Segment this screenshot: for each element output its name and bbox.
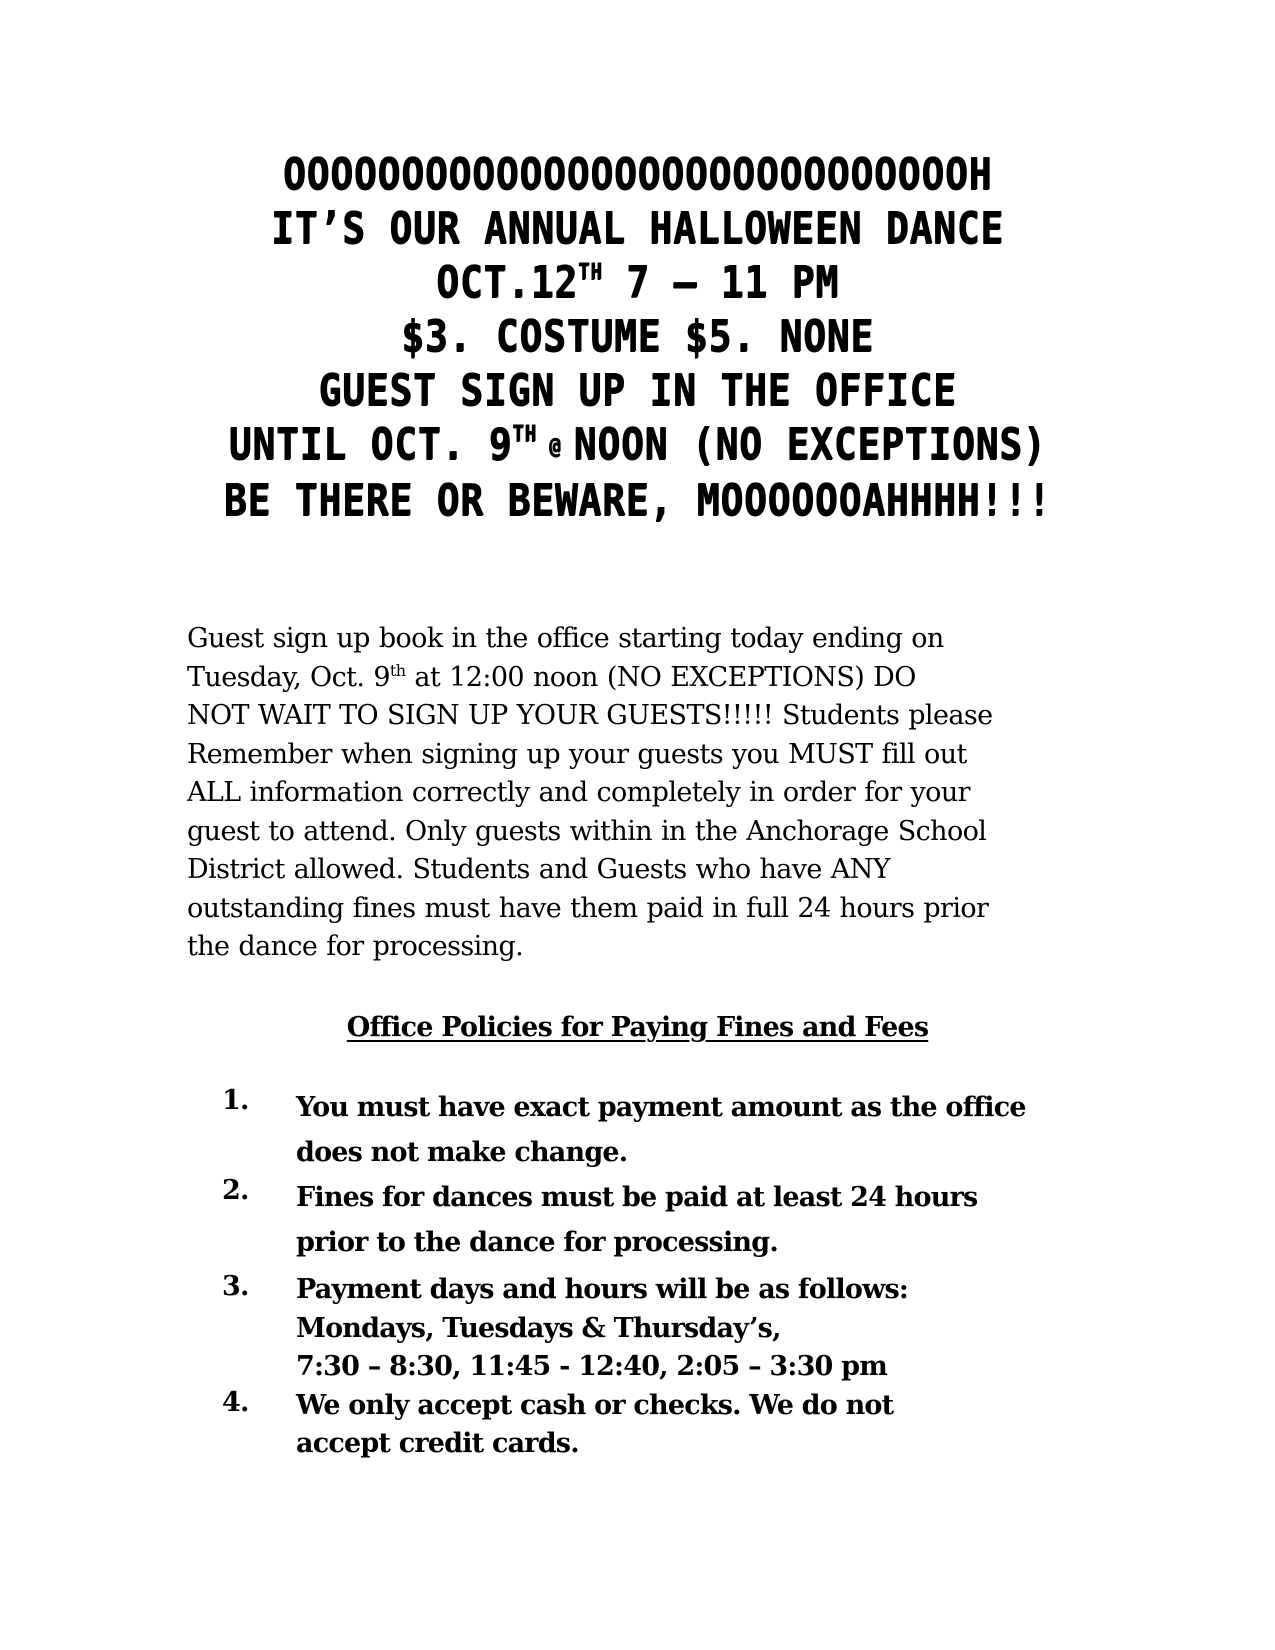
paragraph-line: Remember when signing up your guests you MUST fill out [187, 738, 967, 770]
title-line-prices: $3. COSTUME $5. NONE [401, 311, 874, 362]
ordinal-suffix: th [389, 660, 406, 680]
deadline-date-text: UNTIL OCT. 9 [228, 419, 513, 470]
title-line-deadline [89, 418, 1186, 474]
paragraph-text: at 12:00 noon (NO EXCEPTIONS) DO [405, 661, 916, 693]
paragraph-line: District allowed. Students and Guests who have ANY [187, 854, 890, 885]
policy-line: does not make change. [296, 1137, 628, 1168]
dance-announcement-title [0, 148, 1275, 528]
deadline-time-text: NOON (NO EXCEPTIONS) [573, 419, 1047, 470]
policy-line: We only accept cash or checks. We do not [296, 1389, 894, 1421]
time-text: 7 – 11 PM [602, 257, 839, 308]
policy-item [222, 1271, 1102, 1387]
paragraph-line: Guest sign up book in the office starting today ending on [187, 623, 944, 654]
paragraph-line: outstanding fines must have them paid in full 24 hours prior [187, 892, 989, 924]
policy-item [222, 1175, 1102, 1265]
paragraph-text: Tuesday, Oct. 9 [187, 661, 390, 693]
paragraph-line: ALL information correctly and completely in order for your [187, 777, 970, 808]
date-suffix: TH [577, 260, 603, 285]
title-line-guest-signup: GUEST SIGN UP IN THE OFFICE [318, 365, 957, 416]
policy-line: accept credit cards. [296, 1428, 579, 1459]
title-line-ooh: OOOOOOOOOOOOOOOOOOOOOOOOOOOOOH [282, 149, 993, 200]
policy-number: 3. [222, 1271, 249, 1302]
guest-signup-paragraph [187, 620, 1067, 967]
at-symbol: @ [536, 434, 574, 459]
paragraph-line: guest to attend. Only guests within in the Anchorage School [187, 815, 987, 847]
policy-line: prior to the dance for processing. [296, 1227, 778, 1258]
policy-number: 1. [222, 1085, 249, 1116]
policy-line: 7:30 – 8:30, 11:45 - 12:40, 2:05 – 3:30 pm [296, 1351, 887, 1382]
policy-line: Fines for dances must be paid at least 24 hours [296, 1182, 978, 1213]
policies-heading [0, 1012, 1275, 1043]
date-text: OCT.12 [436, 257, 578, 308]
paragraph-line [187, 659, 1067, 698]
policy-line: Payment days and hours will be as follows: [296, 1274, 909, 1305]
policy-item [222, 1085, 1102, 1175]
policies-heading-text: Office Policies for Paying Fines and Fees [346, 1012, 929, 1043]
policy-number: 4. [222, 1386, 249, 1418]
title-line-dance-name: IT’S OUR ANNUAL HALLOWEEN DANCE [271, 203, 1004, 254]
policy-item [222, 1387, 1102, 1464]
paragraph-line: the dance for processing. [187, 931, 524, 962]
deadline-date-suffix: TH [512, 422, 537, 447]
policy-line: You must have exact payment amount as the office [296, 1092, 1026, 1123]
policy-line: Mondays, Tuesdays & Thursday’s, [296, 1312, 781, 1344]
title-line-date-time [89, 256, 1186, 310]
title-line-beware: BE THERE OR BEWARE, MOOOOOOAHHHH!!! [223, 475, 1052, 526]
policy-list [222, 1085, 1102, 1464]
policy-number: 2. [222, 1175, 249, 1206]
paragraph-line: NOT WAIT TO SIGN UP YOUR GUESTS!!!!! Students please [187, 700, 993, 731]
